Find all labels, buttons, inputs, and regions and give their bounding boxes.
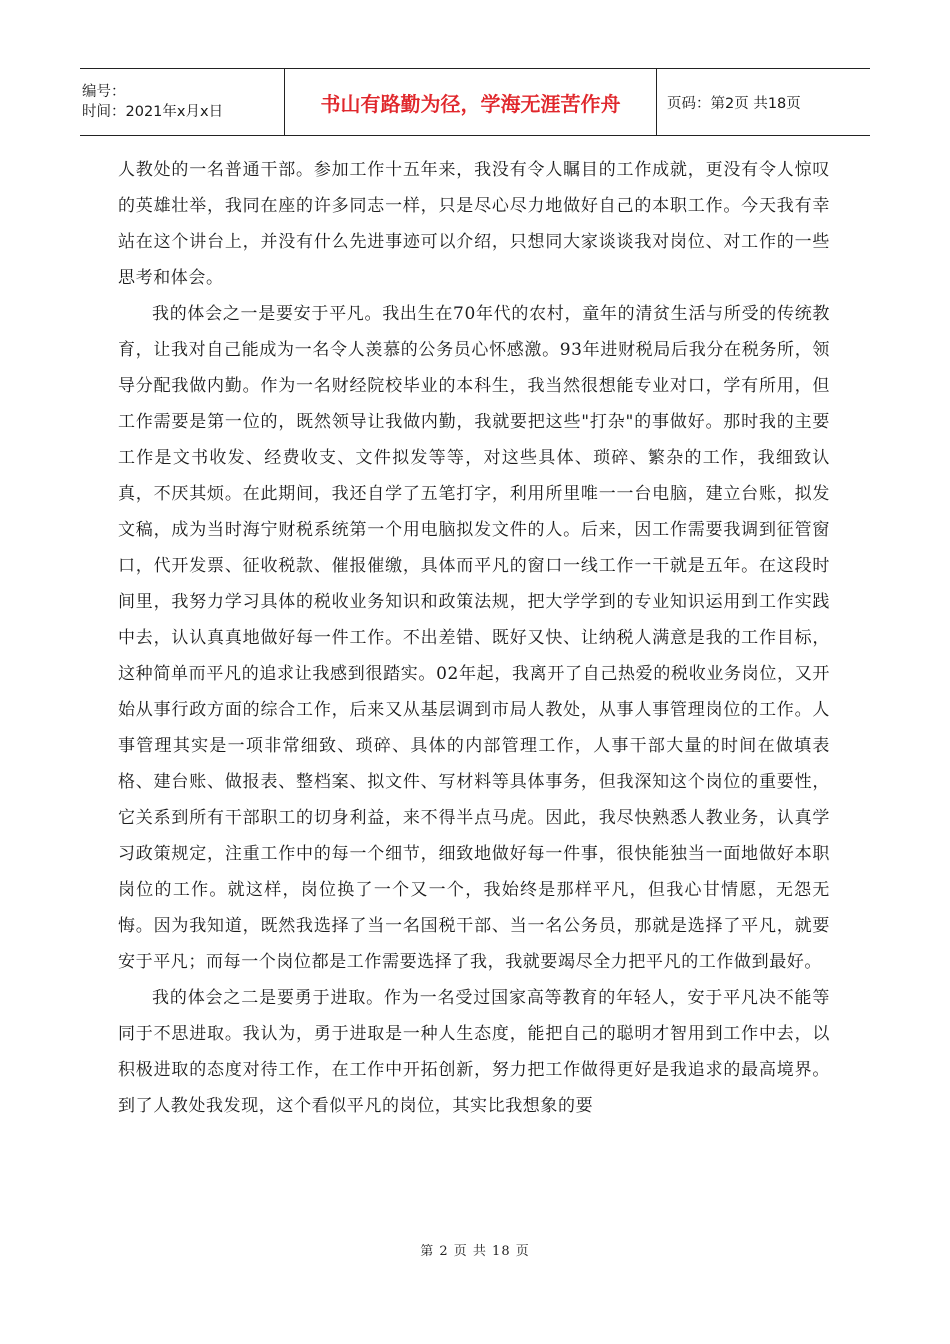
header-motto-cell: [285, 69, 657, 135]
document-date-label: 时间：2021年x月x日: [82, 104, 224, 120]
header-page-cell: [657, 69, 870, 135]
header-page-number: 页码：第2页 共18页: [667, 95, 801, 112]
paragraph: 人教处的一名普通干部。参加工作十五年来，我没有令人瞩目的工作成就，更没有令人惊叹的英雄壮举，我同在座的许多同志一样，只是尽心尽力地做好自己的本职工作。今天我有幸站在这个讲台上，并没有什么先进事迹可以介绍，只想同大家谈谈我对岗位、对工作的一些思考和体会。: [118, 160, 830, 288]
page-footer: [0, 1240, 950, 1259]
footer-page-number: 第 2 页 共 18 页: [420, 1244, 530, 1259]
paragraph: 我的体会之二是要勇于进取。作为一名受过国家高等教育的年轻人，安于平凡决不能等同于不思进取。我认为，勇于进取是一种人生态度，能把自己的聪明才智用到工作中去，以积极进取的态度对待工作，在工作中开拓创新，努力把工作做得更好是我追求的最高境界。到了人教处我发现，这个看似平凡的岗位，其实比我想象的要: [118, 988, 830, 1116]
document-number-label: 编号：: [82, 84, 126, 100]
paragraph: 我的体会之一是要安于平凡。我出生在70年代的农村，童年的清贫生活与所受的传统教育，让我对自己能成为一名令人羡慕的公务员心怀感激。93年进财税局后我分在税务所，领导分配我做内勤。作为一名财经院校毕业的本科生，我当然很想能专业对口，学有所用，但工作需要是第一位的，既然领导让我做内勤，我就要把这些"打杂"的事做好。那时我的主要工作是文书收发、经费收支、文件拟发等等，对这些具体、琐碎、繁杂的工作，我细致认真，不厌其烦。在此期间，我还自学了五笔打字，利用所里唯一一台电脑，建立台账，拟发文稿，成为当时海宁财税系统第一个用电脑拟发文件的人。后来，因工作需要我调到征管窗口，代开发票、征收税款、催报催缴，具体而平凡的窗口一线工作一干就是五年。在这段时间里，我努力学习具体的税收业务知识和政策法规，把大学学到的专业知识运用到工作实践中去，认认真真地做好每一件工作。不出差错、既好又快、让纳税人满意是我的工作目标，这种简单而平凡的追求让我感到很踏实。02年起，我离开了自己热爱的税收业务岗位，又开始从事行政方面的综合工作，后来又从基层调到市局人教处，从事人事管理岗位的工作。人事管理其实是一项非常细致、琐碎、具体的内部管理工作，人事干部大量的时间在做填表格、建台账、做报表、整档案、拟文件、写材料等具体事务，但我深知这个岗位的重要性，它关系到所有干部职工的切身利益，来不得半点马虎。因此，我尽快熟悉人教业务，认真学习政策规定，注重工作中的每一个细节，细致地做好每一件事，很快能独当一面地做好本职岗位的工作。就这样，岗位换了一个又一个，我始终是那样平凡，但我心甘情愿，无怨无悔。因为我知道，既然我选择了当一名国税干部、当一名公务员，那就是选择了平凡，就要安于平凡；而每一个岗位都是工作需要选择了我，我就要竭尽全力把平凡的工作做到最好。: [118, 304, 830, 972]
document-body: [118, 152, 830, 1124]
header-meta-cell: [80, 69, 285, 135]
header-table: [80, 68, 870, 136]
header-motto: 书山有路勤为径，学海无涯苦作舟: [320, 91, 621, 116]
